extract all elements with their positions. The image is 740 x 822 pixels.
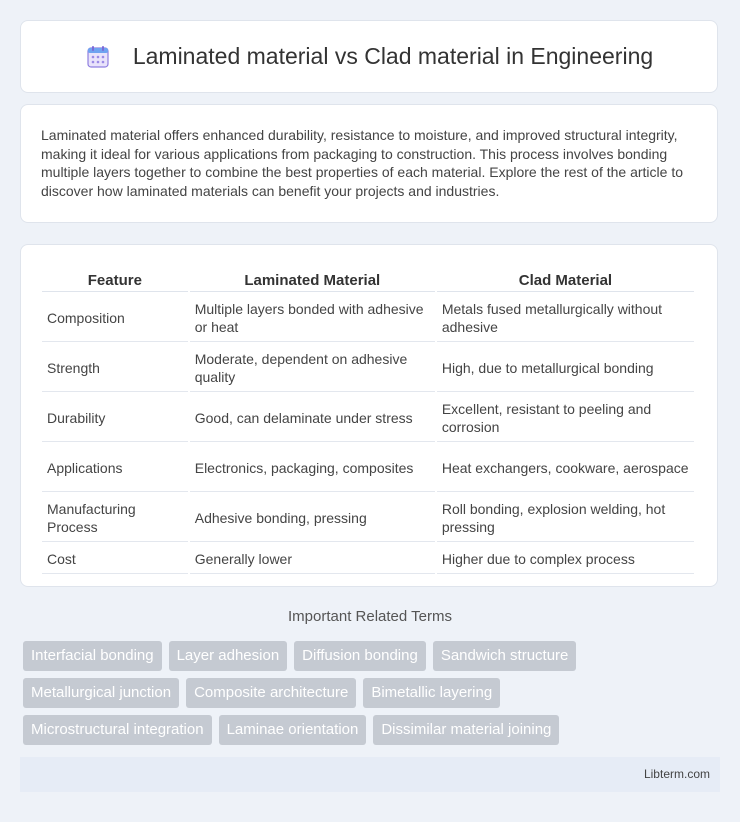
related-terms xyxy=(23,641,723,752)
tag-row xyxy=(23,678,723,708)
table-cell-clad: Roll bonding, explosion welding, hot pressing xyxy=(437,494,694,542)
table-cell-clad: Excellent, resistant to peeling and corrosion xyxy=(437,394,694,442)
tag-interfacial-bonding[interactable]: Interfacial bonding xyxy=(23,641,162,671)
table-cell-feature: Composition xyxy=(42,294,188,342)
tag-metallurgical-junction[interactable]: Metallurgical junction xyxy=(23,678,179,708)
table-row xyxy=(42,544,694,574)
header-laminated: Laminated Material xyxy=(190,265,435,292)
table-cell-clad: Heat exchangers, cookware, aerospace xyxy=(437,444,694,492)
tag-sandwich-structure[interactable]: Sandwich structure xyxy=(433,641,577,671)
table-cell-feature: Applications xyxy=(42,444,188,492)
table-cell-feature: Cost xyxy=(42,544,188,574)
table-cell-feature: Strength xyxy=(42,344,188,392)
tag-composite-architecture[interactable]: Composite architecture xyxy=(186,678,356,708)
header-clad: Clad Material xyxy=(437,265,694,292)
comparison-table xyxy=(40,263,696,576)
comparison-table-card xyxy=(20,244,718,587)
table-cell-laminated: Good, can delaminate under stress xyxy=(190,394,435,442)
table-cell-laminated: Generally lower xyxy=(190,544,435,574)
tag-layer-adhesion[interactable]: Layer adhesion xyxy=(169,641,288,671)
table-cell-clad: Higher due to complex process xyxy=(437,544,694,574)
tag-bimetallic-layering[interactable]: Bimetallic layering xyxy=(363,678,500,708)
table-cell-clad: High, due to metallurgical bonding xyxy=(437,344,694,392)
calendar-icon xyxy=(85,44,111,70)
tag-microstructural-integration[interactable]: Microstructural integration xyxy=(23,715,212,745)
table-cell-laminated: Multiple layers bonded with adhesive or heat xyxy=(190,294,435,342)
table-header-row xyxy=(42,265,694,292)
intro-text: Laminated material offers enhanced durability, resistance to moisture, and improved structural integrity, making it ideal for various applications from packaging to construction. This process involves bonding multiple layers together to combine the best properties of each material. Explore the rest of the article to discover how laminated materials can benefit your projects and industries. xyxy=(41,127,683,199)
footer-site-link[interactable]: Libterm.com xyxy=(643,767,710,781)
tag-laminae-orientation[interactable]: Laminae orientation xyxy=(219,715,367,745)
tag-row xyxy=(23,715,723,745)
table-cell-clad: Metals fused metallurgically without adhesive xyxy=(437,294,694,342)
table-row xyxy=(42,444,694,492)
tag-dissimilar-material-joining[interactable]: Dissimilar material joining xyxy=(373,715,559,745)
table-cell-laminated: Moderate, dependent on adhesive quality xyxy=(190,344,435,392)
footer xyxy=(20,757,720,792)
title-card xyxy=(20,20,718,93)
tag-diffusion-bonding[interactable]: Diffusion bonding xyxy=(294,641,426,671)
table-row xyxy=(42,344,694,392)
intro-card xyxy=(20,104,718,223)
page-title: Laminated material vs Clad material in Engineering xyxy=(132,43,654,69)
table-row xyxy=(42,294,694,342)
header-feature: Feature xyxy=(42,265,188,292)
tag-row xyxy=(23,641,723,671)
table-row xyxy=(42,394,694,442)
table-cell-feature: Manufacturing Process xyxy=(42,494,188,542)
table-cell-laminated: Adhesive bonding, pressing xyxy=(190,494,435,542)
related-terms-title: Important Related Terms xyxy=(288,608,452,625)
table-cell-feature: Durability xyxy=(42,394,188,442)
table-cell-laminated: Electronics, packaging, composites xyxy=(190,444,435,492)
table-row xyxy=(42,494,694,542)
